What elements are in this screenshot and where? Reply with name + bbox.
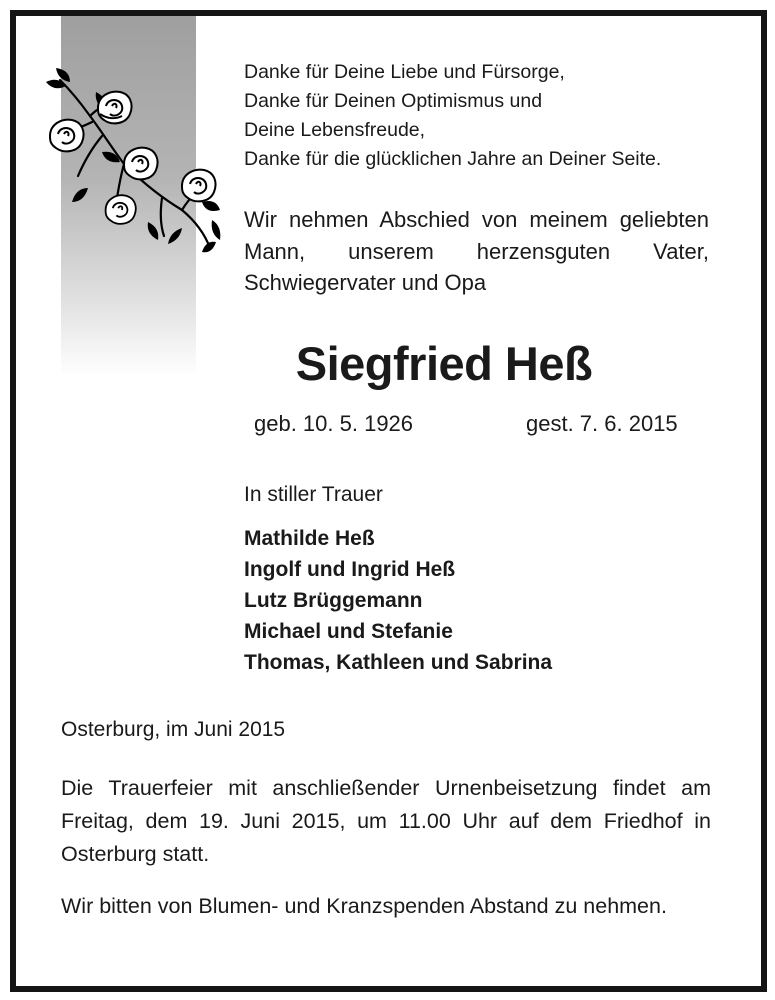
deceased-name: Siegfried Heß [295,337,593,390]
obituary-notice [10,10,767,992]
poem-line: Danke für Deinen Optimismus und [244,90,543,112]
birth-date: geb. 10. 5. 1926 [254,411,414,436]
place-date: Osterburg, im Juni 2015 [61,718,286,741]
poem-line: Danke für die glücklichen Jahre an Deiner Seite. [244,148,662,170]
poem-line: Danke für Deine Liebe und Fürsorge, [244,61,565,83]
death-date: gest. 7. 6. 2015 [526,411,678,436]
mourning-line: In stiller Trauer [244,483,383,506]
rose-branch-icon [32,52,232,262]
family-member: Michael und Stefanie [244,620,453,643]
family-member: Thomas, Kathleen und Sabrina [244,651,553,674]
family-member: Lutz Brüggemann [244,589,423,612]
poem-line: Deine Lebensfreude, [244,119,426,141]
family-member: Mathilde Heß [244,527,375,550]
gratitude-poem [244,58,724,174]
ceremony-info: Die Trauerfeier mit anschließender Urnenbeisetzung findet am Freitag, dem 19. Juni 2015, um 11.00 Uhr auf dem Friedhof in Osterburg statt. [61,776,711,866]
family-list [244,523,552,678]
family-member: Ingolf und Ingrid Heß [244,558,456,581]
flower-request: Wir bitten von Blumen- und Kranzspenden Abstand zu nehmen. [61,894,667,918]
farewell-intro: Wir nehmen Abschied von meinem geliebten Mann, unserem herzensguten Vater, Schwiegervater und Opa [244,207,709,295]
